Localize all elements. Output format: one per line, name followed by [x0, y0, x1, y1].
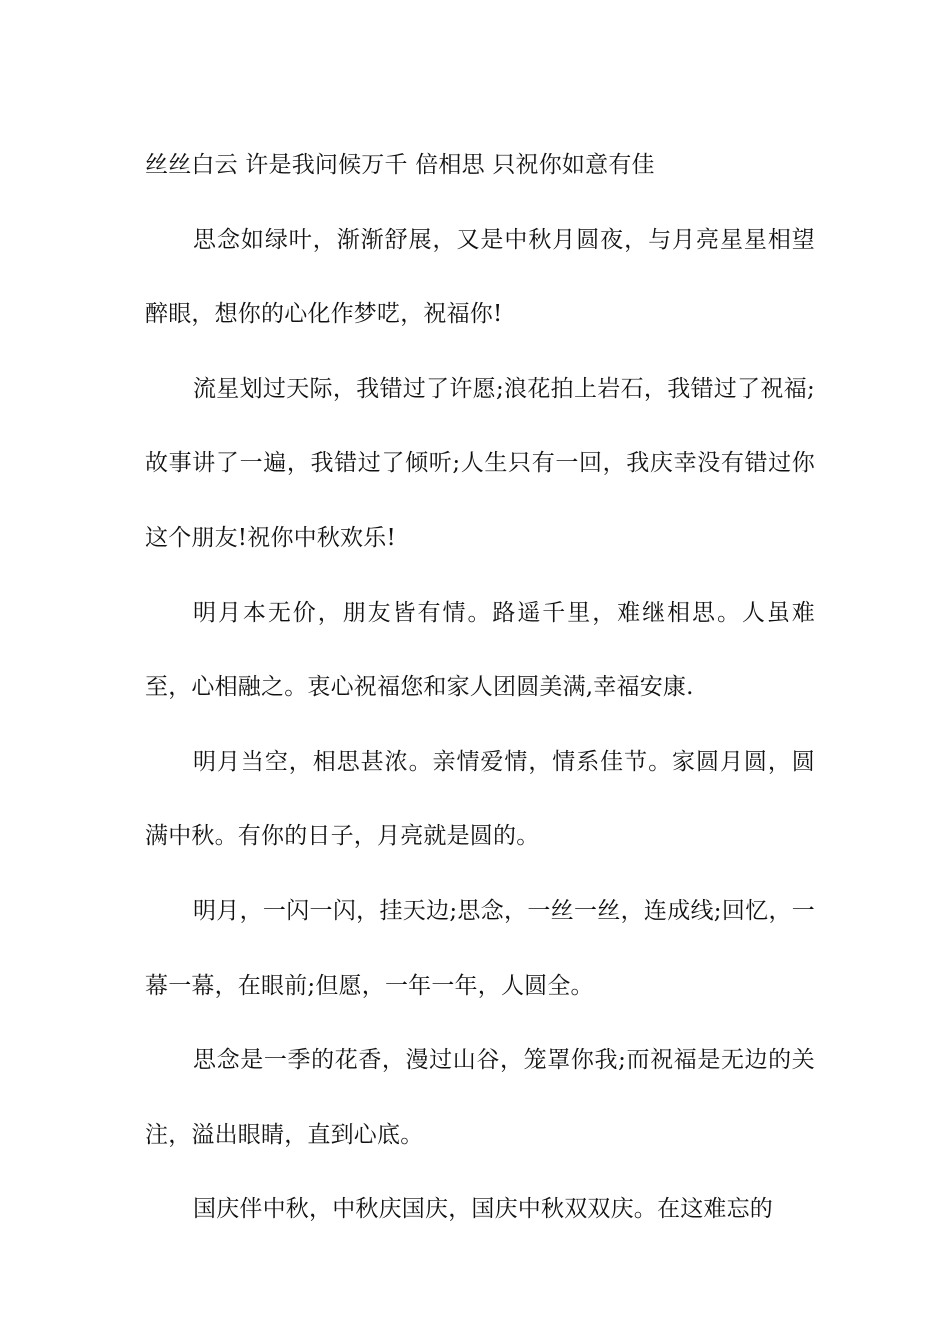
paragraph-6: 明月，一闪一闪，挂天边;思念，一丝一丝，连成线;回忆，一幕一幕，在眼前;但愿，一年一年，人圆全。 [145, 897, 815, 999]
paragraph-7: 思念是一季的花香，漫过山谷，笼罩你我;而祝福是无边的关注，溢出眼睛，直到心底。 [145, 1047, 815, 1148]
paragraph-8: 国庆伴中秋，中秋庆国庆，国庆中秋双双庆。在这难忘的 [193, 1196, 773, 1223]
paragraph-2: 思念如绿叶，渐渐舒展，又是中秋月圆夜，与月亮星星相望醉眼，想你的心化作梦呓，祝福你! [145, 226, 815, 328]
paragraph-4: 明月本无价，朋友皆有情。路遥千里，难继相思。人虽难至，心相融之。衷心祝福您和家人团圆美满,幸福安康. [145, 599, 815, 701]
paragraph-3: 流星划过天际，我错过了许愿;浪花拍上岩石，我错过了祝福;故事讲了一遍，我错过了倾听;人生只有一回，我庆幸没有错过你这个朋友!祝你中秋欢乐! [145, 375, 815, 551]
paragraph-5: 明月当空，相思甚浓。亲情爱情，情系佳节。家圆月圆，圆满中秋。有你的日子，月亮就是圆的。 [145, 748, 815, 850]
document-body [145, 128, 815, 1247]
paragraph-1: 丝丝白云 许是我问候万千 倍相思 只祝你如意有佳 [145, 152, 655, 178]
